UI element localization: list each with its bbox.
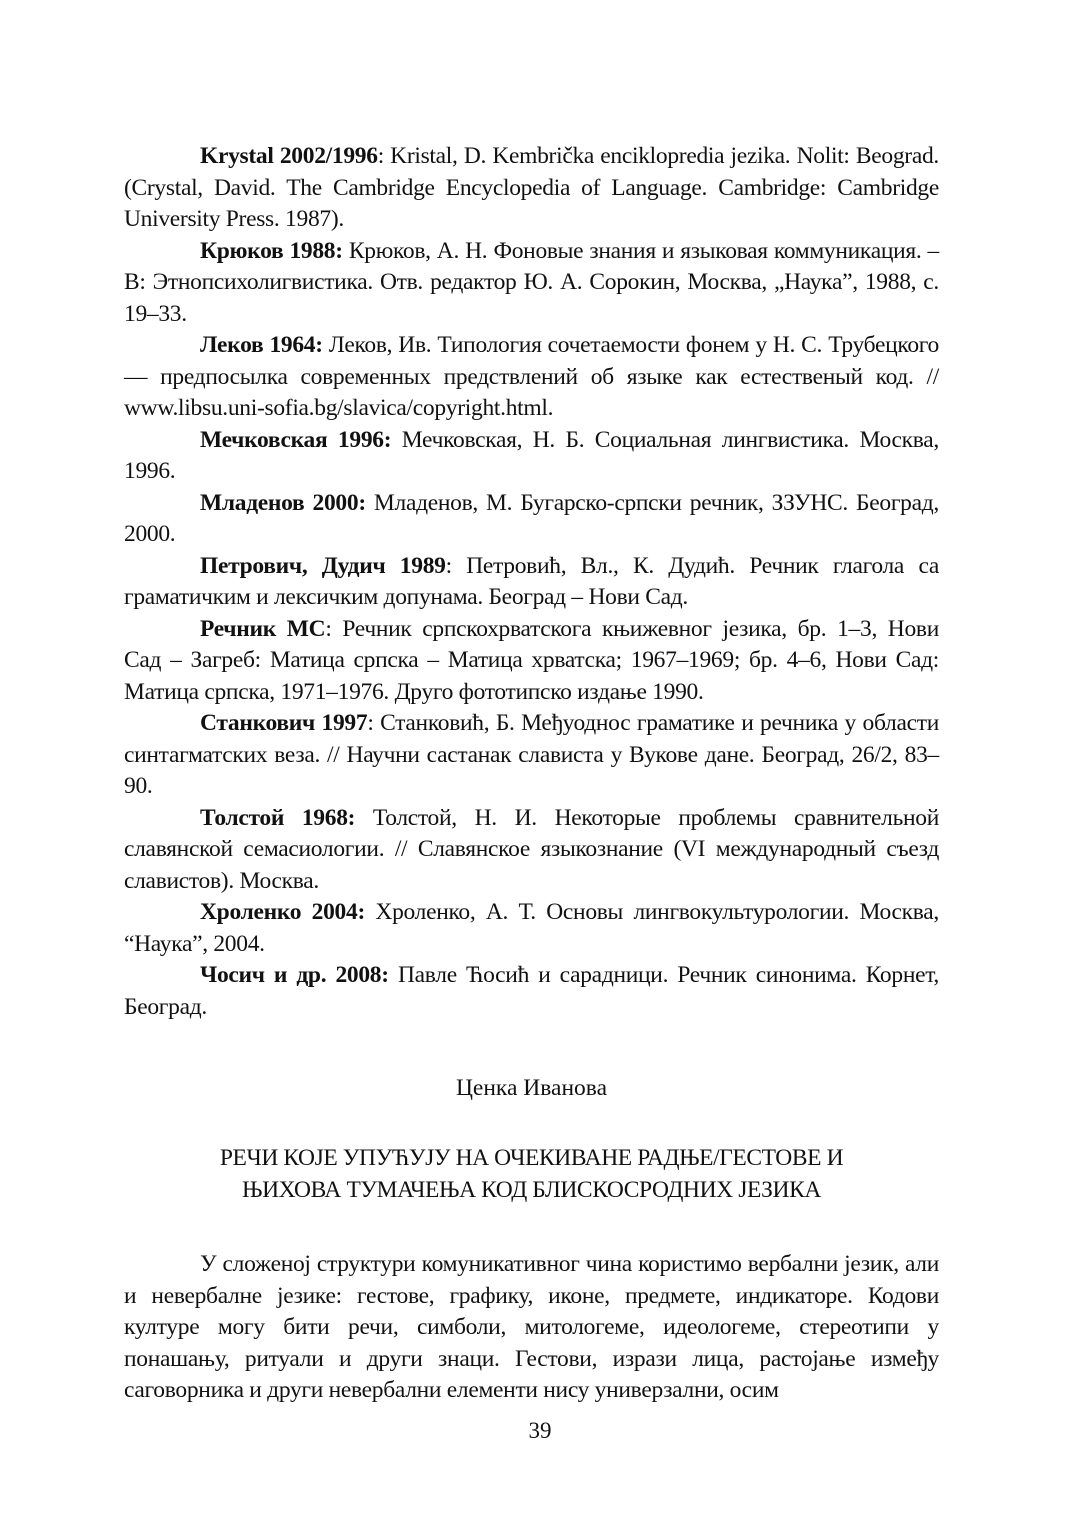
reference-key: Мечковская 1996: bbox=[200, 426, 392, 453]
bibliography bbox=[124, 141, 939, 1023]
reference-entry bbox=[124, 236, 939, 331]
reference-text: Леков, Ив. Типология сочетаемости фонем у Н. С. Трубецкого — предпосылка современных предствлений об языке как естественый код. // www.libsu.uni-sofia.bg/slavica/copyright.html. bbox=[124, 332, 939, 421]
article-title bbox=[124, 1143, 939, 1207]
reference-entry bbox=[124, 141, 939, 236]
reference-entry bbox=[124, 330, 939, 425]
reference-entry bbox=[124, 488, 939, 551]
reference-key: Петрович, Дудич 1989 bbox=[200, 552, 446, 579]
reference-key: Хроленко 2004: bbox=[200, 899, 365, 925]
reference-key: Толстой 1968: bbox=[200, 804, 356, 831]
reference-text: : Петровић, Вл., К. Дудић. Речник глагола са граматичким и лексичким допунама. Београд – Нови Сад. bbox=[124, 552, 939, 610]
reference-text: : Речник српскохрватскога књижевног језика, бр. 1–3, Нови Сад – Загреб: Матица српска – Матица хрватска; 1967–1969; бр. 4–6, Нови Сад: Матица српска, 1971–1976. Друго фототипско издање 1990. bbox=[124, 615, 940, 705]
reference-text: : Станковић, Б. Међуоднос граматике и речника у области синтагматских веза. // Научни састанак слависта у Вукове дане. Београд, 26/2, 83–90. bbox=[124, 710, 939, 799]
reference-entry bbox=[124, 960, 939, 1023]
page-number: 39 bbox=[528, 1418, 552, 1443]
reference-key: Станкович 1997 bbox=[200, 710, 368, 736]
reference-entry bbox=[124, 708, 939, 803]
article-title-line: ЊИХОВА ТУМАЧЕЊА КОД БЛИСКОСРОДНИХ ЈЕЗИКА bbox=[242, 1177, 821, 1203]
reference-text: Крюков, А. Н. Фоновые знания и языковая коммуникация. – В: Этнопсихолигвистика. Отв. редактор Ю. А. Сорокин, Москва, „Наука”, 1988, с. 19–33. bbox=[124, 237, 940, 327]
page-content bbox=[124, 141, 939, 1407]
reference-key: Krystal 2002/1996 bbox=[200, 143, 378, 169]
reference-key: Крюков 1988: bbox=[200, 237, 343, 264]
reference-key: Речник МС bbox=[200, 615, 326, 642]
reference-entry bbox=[124, 425, 939, 488]
reference-text: : Kristal, D. Kembrička enciklopredia jezika. Nolit: Beograd. (Crystal, David. The Cambridge Encyclopedia of Language. Cambridge: Cambridge University Press. 1987). bbox=[124, 143, 939, 232]
reference-text: Мечковская, Н. Б. Социальная лингвистика. Москва, 1996. bbox=[124, 426, 939, 484]
reference-text: Павле Ћосић и сарадници. Речник синонима. Корнет, Београд. bbox=[124, 962, 939, 1020]
reference-key: Леков 1964: bbox=[200, 332, 323, 358]
body-paragraph: У сложеној структури комуникативног чина користимо вербални језик, али и невербалне језике: гестове, графику, иконе, предмете, индикаторе. Кодови културе могу бити речи, симболи, митологеме, идеологеме, стереотипи у понашању, ритуали и други знаци. Гестови, изрази лица, растојање између саговорника и други невербални елементи нису универзални, осим bbox=[124, 1251, 939, 1403]
reference-entry bbox=[124, 614, 939, 709]
reference-entry bbox=[124, 897, 939, 960]
article-body bbox=[124, 1249, 939, 1407]
article-title-line: РЕЧИ КОЈЕ УПУЋУЈУ НА ОЧЕКИВАНЕ РАДЊЕ/ГЕСТОВЕ И bbox=[219, 1145, 844, 1171]
reference-key: Чосич и др. 2008: bbox=[200, 962, 389, 988]
reference-text: Толстой, Н. И. Некоторые проблемы сравнительной славянской семасиологии. // Славянское языкознание (VI международный съезд славистов). Москва. bbox=[124, 804, 939, 894]
reference-key: Младенов 2000: bbox=[200, 489, 366, 516]
article-author: Ценка Иванова bbox=[455, 1075, 608, 1101]
reference-entry bbox=[124, 803, 939, 898]
reference-entry bbox=[124, 551, 939, 614]
reference-text: Хроленко, А. Т. Основы лингвокультурологии. Москва, “Наука”, 2004. bbox=[124, 899, 939, 957]
reference-text: Младенов, М. Бугарско-српски речник, ЗЗУНС. Београд, 2000. bbox=[124, 489, 939, 547]
